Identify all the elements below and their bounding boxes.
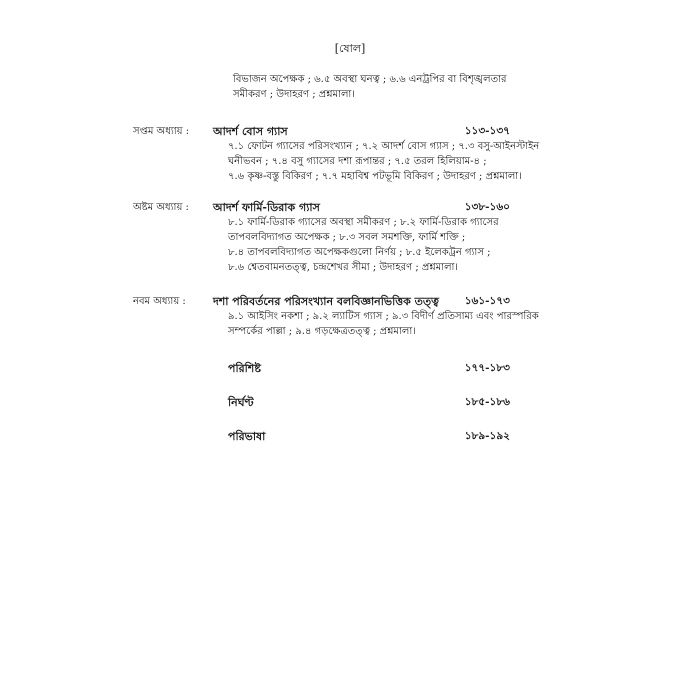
chapter-line: সম্পর্কের পাল্লা ; ৯.৪ গড়ক্ষেত্রতত্ত্ব ; প্রশ্নমালা। [228, 326, 416, 337]
chapter-number: নবম অধ্যায় : [133, 296, 186, 307]
page-header: [ষোল] [334, 42, 366, 55]
appendix-pages: ১৮৯-১৯২ [464, 430, 510, 442]
chapter-line: ৯.১ আইসিং নকশা ; ৯.২ ল্যাটিস গ্যাস ; ৯.৩ বিদীর্ণ প্রতিসাম্য এবং পারস্পরিক [228, 311, 539, 322]
appendix-title: পরিশিষ্ট [228, 362, 261, 375]
appendix-title: নির্ঘণ্ট [228, 396, 254, 409]
chapter-pages: ১১৩-১৩৭ [464, 125, 510, 137]
chapter-line: ৭.১ ফোটন গ্যাসের পরিসংখ্যান ; ৭.২ আদর্শ বোস গ্যাস ; ৭.৩ বসু-আইনস্টাইন [228, 141, 540, 152]
chapter-pages: ১৬১-১৭৩ [464, 295, 510, 307]
chapter-line: ৮.১ ফার্মি-ডিরাক গ্যাসের অবস্থা সমীকরণ ; ৮.২ ফার্মি-ডিরাক গ্যাসের [228, 217, 499, 228]
chapter-line: ৭.৬ কৃষ্ণ-বস্তু বিকিরণ ; ৭.৭ মহাবিশ্ব পটভূমি বিকিরণ ; উদাহরণ ; প্রশ্নমালা। [228, 171, 522, 182]
chapter-line: ঘনীভবন ; ৭.৪ বসু গ্যাসের দশা রূপান্তর ; ৭.৫ তরল হিলিয়াম-৪ ; [228, 156, 487, 167]
chapter-line: ৮.৪ তাপবলবিদ্যাগত অপেক্ষকগুলো নির্ণয় ; ৮.৫ ইলেকট্রন গ্যাস ; [228, 247, 491, 258]
appendix-pages: ১৭৭-১৮৩ [464, 362, 510, 374]
chapter-pages: ১৩৮-১৬০ [464, 201, 510, 213]
continuation-line-1: বিভাজন অপেক্ষক ; ৬.৫ অবস্থা ঘনত্ব ; ৬.৬ এনট্রপির বা বিশৃঙ্খলতার [233, 74, 507, 85]
chapter-title: দশা পরিবর্তনের পরিসংখ্যান বলবিজ্ঞানভিত্তিক তত্ত্ব [213, 295, 439, 308]
chapter-number: সপ্তম অধ্যায় : [133, 126, 190, 137]
appendix-title: পরিভাষা [228, 430, 266, 443]
chapter-number: অষ্টম অধ্যায় : [133, 202, 189, 213]
chapter-line: ৮.৬ শ্বেতবামনতত্ত্ব, চন্দ্রশেখর সীমা ; উদাহরণ ; প্রশ্নমালা। [228, 262, 459, 273]
chapter-title: আদর্শ ফার্মি-ডিরাক গ্যাস [213, 201, 320, 214]
appendix-pages: ১৮৫-১৮৬ [464, 396, 510, 408]
continuation-line-2: সমীকরণ ; উদাহরণ ; প্রশ্নমালা। [233, 89, 355, 100]
chapter-title: আদর্শ বোস গ্যাস [213, 125, 288, 138]
chapter-line: তাপবলবিদ্যাগত অপেক্ষক ; ৮.৩ সবল সমশক্তি, ফার্মি শক্তি ; [228, 232, 466, 243]
